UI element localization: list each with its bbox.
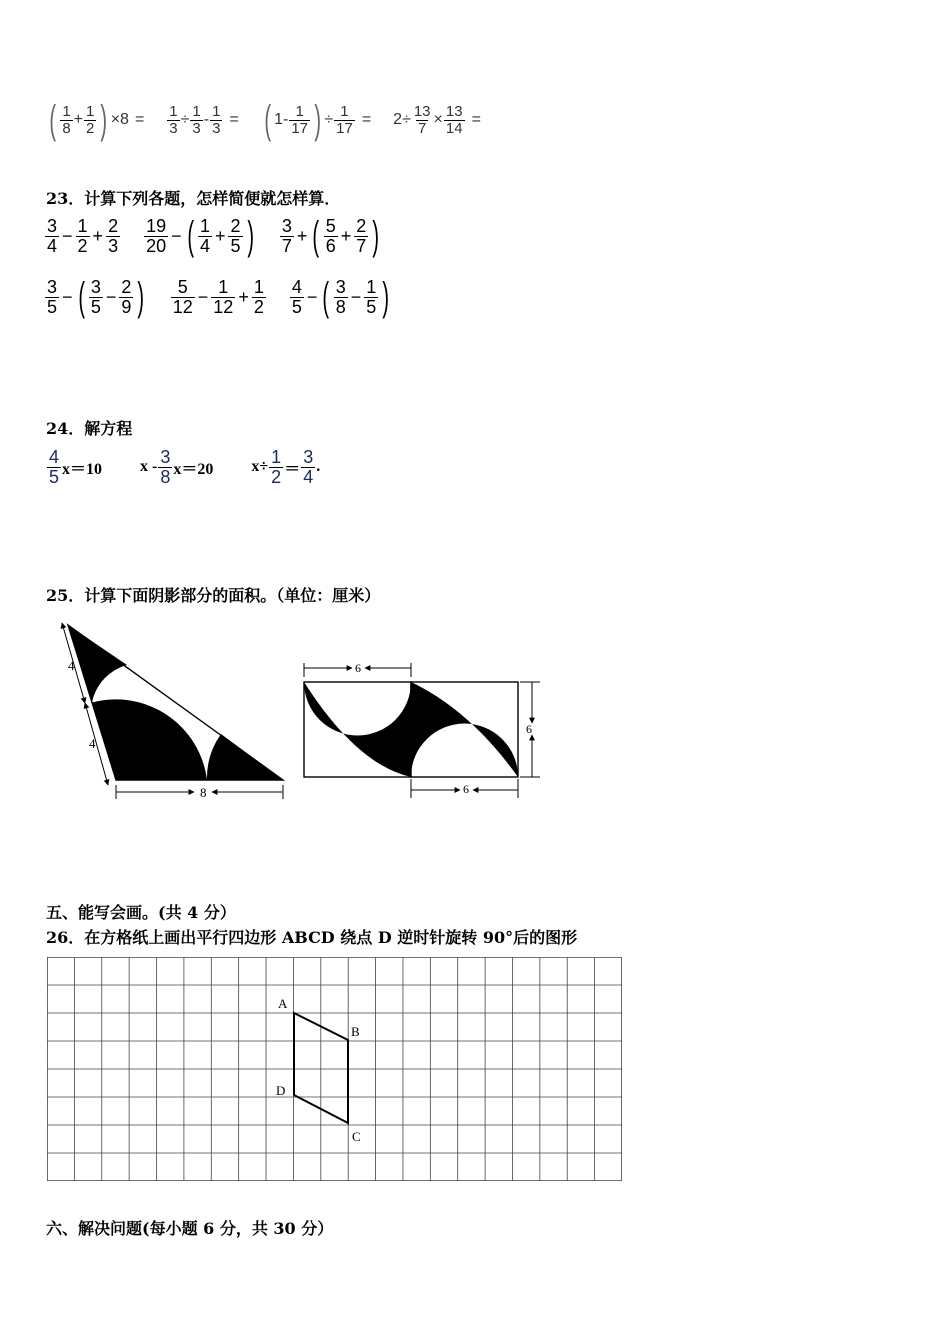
- denominator: 5: [230, 235, 241, 256]
- q26-title: 26．在方格纸上画出平行四边形 ABCD 绕点 D 逆时针旋转 90°后的图形: [46, 928, 578, 947]
- numerator: 19: [146, 215, 167, 236]
- numerator: 2: [121, 276, 132, 297]
- numerator: 1: [169, 102, 178, 120]
- q23-row-2: [44, 277, 415, 317]
- denominator: 3: [192, 119, 201, 137]
- denominator: 12: [213, 296, 234, 317]
- operator: ×: [433, 111, 443, 128]
- numerator: 1: [212, 102, 221, 120]
- operator: −: [171, 225, 182, 246]
- equation-rest: x＝20: [173, 460, 214, 478]
- denominator: 9: [121, 296, 132, 317]
- q22-expr-4: [393, 104, 481, 137]
- numerator: 1: [192, 102, 201, 120]
- numerator: 3: [47, 215, 58, 236]
- point-label-c: C: [352, 1129, 361, 1144]
- numerator: 1: [199, 215, 210, 236]
- numerator: 3: [335, 276, 346, 297]
- label-bottom: 6: [463, 782, 469, 796]
- equals-sign: =: [134, 111, 145, 128]
- numerator: 1: [253, 276, 264, 297]
- q23-expr-5: [170, 278, 267, 317]
- denominator: 5: [291, 296, 302, 317]
- equation-prefix: x -: [140, 458, 158, 476]
- shaded-sector-middle: [92, 699, 207, 780]
- q22-expr-2: [166, 104, 238, 137]
- denominator: 2: [86, 119, 95, 137]
- denominator: 14: [445, 119, 463, 137]
- numerator: 3: [90, 276, 101, 297]
- operator: −: [62, 225, 73, 246]
- operator: +: [296, 225, 308, 246]
- label-side-top: 4: [68, 658, 75, 673]
- denominator: 8: [160, 466, 171, 487]
- q24-title: 24．解方程: [46, 419, 133, 438]
- shaded-sector-right: [207, 734, 283, 780]
- numerator: 3: [160, 447, 171, 467]
- operator: +: [238, 286, 249, 307]
- denominator: 12: [172, 296, 193, 317]
- denominator: 2: [271, 466, 282, 487]
- numerator: 2: [356, 215, 367, 236]
- q22-expr-3: ( 1- $\frac{1}{17}$ ) ÷ $\frac{1}{17}$ =: [264, 98, 372, 142]
- label-right: 6: [526, 722, 532, 736]
- numerator: 4: [49, 447, 60, 467]
- numerator: 5: [325, 215, 336, 236]
- operator: −: [306, 286, 318, 307]
- denominator: 6: [325, 235, 336, 256]
- operator: +: [92, 225, 104, 246]
- denominator: 20: [146, 235, 167, 256]
- numerator: 1: [62, 102, 71, 120]
- point-label-a: A: [278, 996, 288, 1011]
- grid-lines: [47, 957, 622, 1181]
- numerator: 1: [218, 276, 229, 297]
- point-label-d: D: [276, 1083, 286, 1098]
- q23-expr-1: [44, 217, 121, 256]
- q24-eq-2: [140, 448, 213, 487]
- equals-sign: =: [229, 111, 239, 128]
- q24-eq-1: [46, 448, 102, 487]
- q23-expr-4: $\frac{3}{5}$ − ( $\frac{3}{5}$ − $\frac{2}{9}$ ): [47, 275, 145, 319]
- q25-title: 25．计算下面阴影部分的面积。（单位：厘米）: [46, 586, 381, 605]
- operator: −: [197, 286, 209, 307]
- equals-sign: ＝: [284, 460, 301, 478]
- denominator: 2: [253, 296, 264, 317]
- point-label-b: B: [351, 1024, 360, 1039]
- numerator: 2: [230, 215, 241, 236]
- q23-expr-2: $\frac{19}{20}$ − ( $\frac{1}{4}$ + $\frac{2}{5}$ ): [146, 214, 254, 258]
- denominator: 4: [199, 235, 210, 256]
- label-top: 6: [355, 661, 361, 675]
- denominator: 17: [291, 119, 309, 137]
- equals-sign: =: [361, 111, 372, 128]
- q23-row-1: [44, 216, 405, 256]
- denominator: 7: [281, 235, 292, 256]
- denominator: 4: [47, 235, 58, 256]
- q24-eq-3: [251, 448, 320, 487]
- denominator: 8: [335, 296, 346, 317]
- operator: ÷: [180, 111, 190, 128]
- numerator: 1: [86, 102, 95, 120]
- section-5-title: 五、能写会画。(共 4 分）: [46, 903, 236, 922]
- denominator: 3: [212, 119, 221, 137]
- operator: ÷: [324, 111, 334, 128]
- q22-row: [46, 100, 503, 140]
- q23-expr-3: $\frac{3}{7}$ + ( $\frac{5}{6}$ + $\frac{2}{7}$ ): [281, 214, 380, 258]
- operator: −: [350, 286, 362, 307]
- period: .: [316, 458, 321, 476]
- q23-expr-6: $\frac{4}{5}$ − ( $\frac{3}{8}$ − $\frac{1}{5}$ ): [291, 275, 390, 319]
- operand: 2: [393, 111, 403, 128]
- numerator: 13: [413, 102, 431, 120]
- denominator: 5: [366, 296, 377, 317]
- operator: -: [203, 111, 210, 128]
- operator: −: [105, 286, 117, 307]
- numerator: 3: [303, 447, 314, 467]
- numerator: 1: [77, 215, 88, 236]
- operator: ×8: [110, 111, 129, 128]
- numerator: 1: [340, 102, 349, 120]
- denominator: 5: [90, 296, 101, 317]
- numerator: 4: [291, 276, 302, 297]
- denominator: 3: [169, 119, 178, 137]
- numerator: 1: [366, 276, 377, 297]
- grid-paper: [47, 957, 622, 1181]
- numerator: 5: [177, 276, 188, 297]
- numerator: 3: [281, 215, 292, 236]
- denominator: 3: [108, 235, 119, 256]
- numerator: 13: [445, 102, 463, 120]
- numerator: 3: [47, 276, 58, 297]
- numerator: 2: [108, 215, 119, 236]
- label-side-bottom: 4: [89, 736, 96, 751]
- numerator: 1: [295, 102, 304, 120]
- denominator: 8: [62, 119, 71, 137]
- q22-expr-1: ( $\frac{1}{8}$ + $\frac{1}{2}$ ) ×8 =: [49, 98, 145, 142]
- denominator: 5: [49, 466, 60, 487]
- equals-sign: =: [471, 111, 481, 128]
- denominator: 17: [336, 119, 353, 137]
- numerator: 1: [271, 447, 282, 467]
- equation-rest: x＝10: [62, 460, 103, 478]
- section-6-title: 六、解决问题(每小题 6 分，共 30 分）: [46, 1219, 334, 1238]
- q24-equations: [46, 448, 342, 487]
- denominator: 7: [356, 235, 367, 256]
- label-base: 8: [200, 785, 207, 800]
- operator: +: [214, 225, 226, 246]
- operator: ÷: [402, 111, 411, 128]
- operand: 1-: [274, 111, 289, 128]
- equation-prefix: x÷: [251, 458, 269, 476]
- denominator: 4: [303, 466, 314, 487]
- operator: +: [340, 225, 352, 246]
- q23-title: 23．计算下列各题，怎样简便就怎样算．: [46, 189, 341, 208]
- denominator: 7: [418, 119, 427, 137]
- triangle-figure: [62, 623, 283, 800]
- operator: −: [62, 286, 73, 307]
- q25-figures: [40, 615, 560, 810]
- operator: +: [73, 111, 84, 128]
- denominator: 5: [47, 296, 58, 317]
- rectangle-figure: [304, 661, 540, 798]
- denominator: 2: [77, 235, 88, 256]
